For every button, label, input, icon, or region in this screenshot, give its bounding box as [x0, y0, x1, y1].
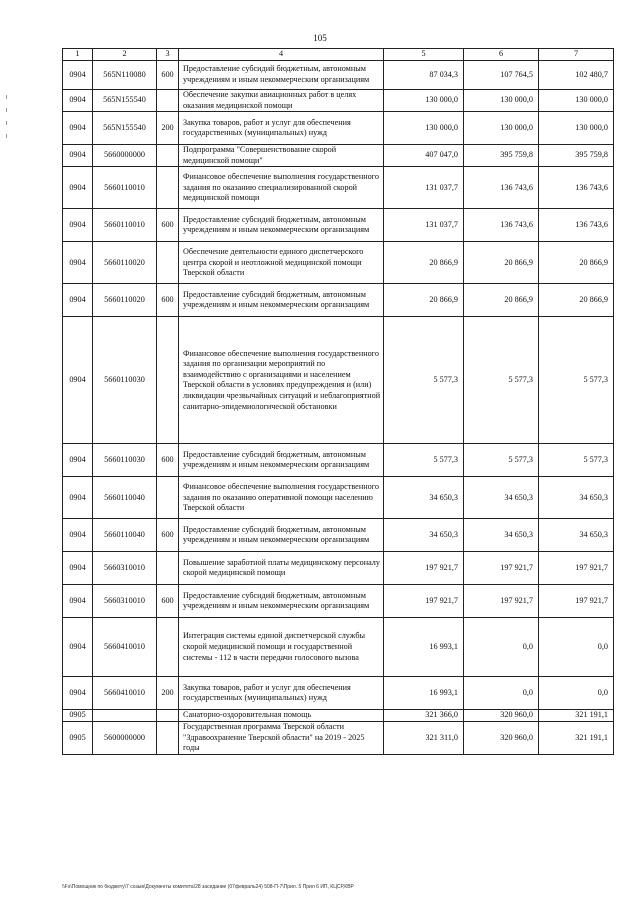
target-article-cell: 5660110040	[93, 477, 157, 519]
amount-year3-cell: 34 650,3	[539, 519, 614, 552]
amount-year1-cell: 130 000,0	[384, 112, 464, 145]
footer-file-path: \\Fs\Помощник по бюджету\7 созыв\Документы комитета\28 заседание (07февраль24) 508-П-7\Прил. 5 Прил 6 ИП, КЦСР,КВР	[62, 884, 354, 890]
amount-year1-cell: 87 034,3	[384, 61, 464, 90]
section-code-cell: 0904	[63, 242, 93, 284]
column-header: 7	[539, 49, 614, 61]
amount-year3-cell: 0,0	[539, 677, 614, 710]
section-code-cell: 0905	[63, 710, 93, 722]
column-header: 2	[93, 49, 157, 61]
amount-year1-cell: 34 650,3	[384, 519, 464, 552]
table-row	[63, 519, 614, 552]
amount-year3-cell: 130 000,0	[539, 90, 614, 112]
amount-year1-cell: 5 577,3	[384, 317, 464, 444]
table-row	[63, 585, 614, 618]
target-article-cell: 5660110030	[93, 317, 157, 444]
expense-type-cell: 600	[157, 585, 179, 618]
amount-year3-cell: 136 743,6	[539, 209, 614, 242]
expense-type-cell	[157, 710, 179, 722]
item-name-cell: Закупка товаров, работ и услуг для обеспечения государственных (муниципальных) нужд	[179, 112, 384, 145]
table-row	[63, 477, 614, 519]
item-name-cell: Предоставление субсидий бюджетным, автономным учреждениям и иным некоммерческим организациям	[179, 519, 384, 552]
column-header: 3	[157, 49, 179, 61]
target-article-cell: 5660310010	[93, 585, 157, 618]
amount-year1-cell: 131 037,7	[384, 167, 464, 209]
target-article-cell: 565N155540	[93, 112, 157, 145]
amount-year1-cell: 407 047,0	[384, 145, 464, 167]
amount-year1-cell: 197 921,7	[384, 585, 464, 618]
expense-type-cell	[157, 721, 179, 754]
expense-type-cell	[157, 167, 179, 209]
section-code-cell: 0905	[63, 721, 93, 754]
item-name-cell: Предоставление субсидий бюджетным, автономным учреждениям и иным некоммерческим организациям	[179, 61, 384, 90]
amount-year2-cell: 34 650,3	[464, 519, 539, 552]
target-article-cell: 5660310010	[93, 552, 157, 585]
amount-year2-cell: 136 743,6	[464, 167, 539, 209]
amount-year3-cell: 321 191,1	[539, 721, 614, 754]
section-code-cell: 0904	[63, 585, 93, 618]
amount-year1-cell: 321 366,0	[384, 710, 464, 722]
section-code-cell: 0904	[63, 618, 93, 677]
amount-year2-cell: 130 000,0	[464, 90, 539, 112]
expense-type-cell	[157, 477, 179, 519]
table-row	[63, 317, 614, 444]
expense-type-cell: 600	[157, 209, 179, 242]
amount-year2-cell: 320 960,0	[464, 710, 539, 722]
section-code-cell: 0904	[63, 477, 93, 519]
column-header: 5	[384, 49, 464, 61]
target-article-cell: 5660110020	[93, 284, 157, 317]
amount-year2-cell: 197 921,7	[464, 552, 539, 585]
target-article-cell: 5660110020	[93, 242, 157, 284]
item-name-cell: Финансовое обеспечение выполнения государственного задания по оказанию специализированной скорой медицинской помощи	[179, 167, 384, 209]
target-article-cell: 565N155540	[93, 90, 157, 112]
target-article-cell: 5660000000	[93, 145, 157, 167]
item-name-cell: Повышение заработной платы медицинскому персоналу скорой медицинской помощи	[179, 552, 384, 585]
budget-table	[62, 48, 614, 755]
amount-year1-cell: 197 921,7	[384, 552, 464, 585]
amount-year2-cell: 130 000,0	[464, 112, 539, 145]
expense-type-cell	[157, 145, 179, 167]
amount-year3-cell: 20 866,9	[539, 242, 614, 284]
amount-year2-cell: 107 764,5	[464, 61, 539, 90]
amount-year2-cell: 395 759,8	[464, 145, 539, 167]
amount-year2-cell: 320 960,0	[464, 721, 539, 754]
column-header: 1	[63, 49, 93, 61]
table-row	[63, 167, 614, 209]
item-name-cell: Подпрограмма "Совершенствование скорой медицинской помощи"	[179, 145, 384, 167]
target-article-cell: 5660110040	[93, 519, 157, 552]
item-name-cell: Обеспечение закупки авиационных работ в целях оказания медицинской помощи	[179, 90, 384, 112]
expense-type-cell: 600	[157, 519, 179, 552]
table-row	[63, 677, 614, 710]
amount-year1-cell: 5 577,3	[384, 444, 464, 477]
target-article-cell: 5660110030	[93, 444, 157, 477]
amount-year2-cell: 197 921,7	[464, 585, 539, 618]
target-article-cell: 565N110080	[93, 61, 157, 90]
item-name-cell: Предоставление субсидий бюджетным, автономным учреждениям и иным некоммерческим организациям	[179, 284, 384, 317]
section-code-cell: 0904	[63, 61, 93, 90]
amount-year3-cell: 5 577,3	[539, 317, 614, 444]
item-name-cell: Финансовое обеспечение выполнения государственного задания по оказанию оперативной помощи населению Тверской области	[179, 477, 384, 519]
item-name-cell: Санаторно-оздоровительная помощь	[179, 710, 384, 722]
section-code-cell: 0904	[63, 317, 93, 444]
amount-year3-cell: 197 921,7	[539, 585, 614, 618]
section-code-cell: 0904	[63, 519, 93, 552]
table-row	[63, 284, 614, 317]
item-name-cell: Государственная программа Тверской области "Здравоохранение Тверской области" на 2019 - 2025 годы	[179, 721, 384, 754]
item-name-cell: Предоставление субсидий бюджетным, автономным учреждениям и иным некоммерческим организациям	[179, 585, 384, 618]
page-number: 105	[313, 33, 327, 43]
header-row	[63, 49, 614, 61]
expense-type-cell: 600	[157, 284, 179, 317]
expense-type-cell: 200	[157, 677, 179, 710]
section-code-cell: 0904	[63, 444, 93, 477]
table-row	[63, 721, 614, 754]
table-row	[63, 710, 614, 722]
expense-type-cell: 600	[157, 444, 179, 477]
expense-type-cell	[157, 242, 179, 284]
amount-year1-cell: 20 866,9	[384, 284, 464, 317]
expense-type-cell	[157, 317, 179, 444]
amount-year2-cell: 5 577,3	[464, 317, 539, 444]
target-article-cell: 5660410010	[93, 677, 157, 710]
amount-year2-cell: 136 743,6	[464, 209, 539, 242]
item-name-cell: Предоставление субсидий бюджетным, автономным учреждениям и иным некоммерческим организациям	[179, 444, 384, 477]
expense-type-cell	[157, 90, 179, 112]
section-code-cell: 0904	[63, 90, 93, 112]
target-article-cell	[93, 710, 157, 722]
column-header: 4	[179, 49, 384, 61]
section-code-cell: 0904	[63, 284, 93, 317]
item-name-cell: Закупка товаров, работ и услуг для обеспечения государственных (муниципальных) нужд	[179, 677, 384, 710]
section-code-cell: 0904	[63, 677, 93, 710]
section-code-cell: 0904	[63, 552, 93, 585]
table-row	[63, 618, 614, 677]
section-code-cell: 0904	[63, 167, 93, 209]
amount-year3-cell: 395 759,8	[539, 145, 614, 167]
item-name-cell: Интеграция системы единой диспетчерской службы скорой медицинской помощи и государственной системы - 112 в части передачи голосового вызова	[179, 618, 384, 677]
table-row	[63, 145, 614, 167]
table-row	[63, 209, 614, 242]
amount-year2-cell: 0,0	[464, 618, 539, 677]
target-article-cell: 5660110010	[93, 209, 157, 242]
column-header: 6	[464, 49, 539, 61]
table-row	[63, 242, 614, 284]
amount-year3-cell: 34 650,3	[539, 477, 614, 519]
expense-type-cell	[157, 552, 179, 585]
table-body	[63, 61, 614, 755]
expense-type-cell: 200	[157, 112, 179, 145]
table-row	[63, 61, 614, 90]
expense-type-cell	[157, 618, 179, 677]
expense-type-cell: 600	[157, 61, 179, 90]
amount-year2-cell: 34 650,3	[464, 477, 539, 519]
table-header	[63, 49, 614, 61]
table-row	[63, 112, 614, 145]
amount-year2-cell: 0,0	[464, 677, 539, 710]
target-article-cell: 5600000000	[93, 721, 157, 754]
target-article-cell: 5660110010	[93, 167, 157, 209]
amount-year2-cell: 20 866,9	[464, 284, 539, 317]
amount-year2-cell: 20 866,9	[464, 242, 539, 284]
target-article-cell: 5660410010	[93, 618, 157, 677]
item-name-cell: Финансовое обеспечение выполнения государственного задания по организации мероприятий по взаимодействию с организациями и населением Тверской области в условиях предупреждения и (или) ликвидации чрезвычайных ситуаций и неблагоприятной санитарно-эпидемиологической обстановки	[179, 317, 384, 444]
amount-year3-cell: 20 866,9	[539, 284, 614, 317]
amount-year2-cell: 5 577,3	[464, 444, 539, 477]
amount-year3-cell: 136 743,6	[539, 167, 614, 209]
amount-year3-cell: 5 577,3	[539, 444, 614, 477]
amount-year3-cell: 0,0	[539, 618, 614, 677]
amount-year1-cell: 130 000,0	[384, 90, 464, 112]
item-name-cell: Обеспечение деятельности единого диспетчерского центра скорой и неотложной медицинской помощи Тверской области	[179, 242, 384, 284]
amount-year3-cell: 102 480,7	[539, 61, 614, 90]
section-code-cell: 0904	[63, 209, 93, 242]
binding-marks	[6, 95, 8, 155]
amount-year3-cell: 321 191,1	[539, 710, 614, 722]
amount-year1-cell: 16 993,1	[384, 618, 464, 677]
amount-year3-cell: 130 000,0	[539, 112, 614, 145]
table-row	[63, 444, 614, 477]
amount-year3-cell: 197 921,7	[539, 552, 614, 585]
item-name-cell: Предоставление субсидий бюджетным, автономным учреждениям и иным некоммерческим организациям	[179, 209, 384, 242]
section-code-cell: 0904	[63, 112, 93, 145]
amount-year1-cell: 321 311,0	[384, 721, 464, 754]
amount-year1-cell: 34 650,3	[384, 477, 464, 519]
section-code-cell: 0904	[63, 145, 93, 167]
amount-year1-cell: 20 866,9	[384, 242, 464, 284]
amount-year1-cell: 131 037,7	[384, 209, 464, 242]
amount-year1-cell: 16 993,1	[384, 677, 464, 710]
table-row	[63, 552, 614, 585]
table-row	[63, 90, 614, 112]
